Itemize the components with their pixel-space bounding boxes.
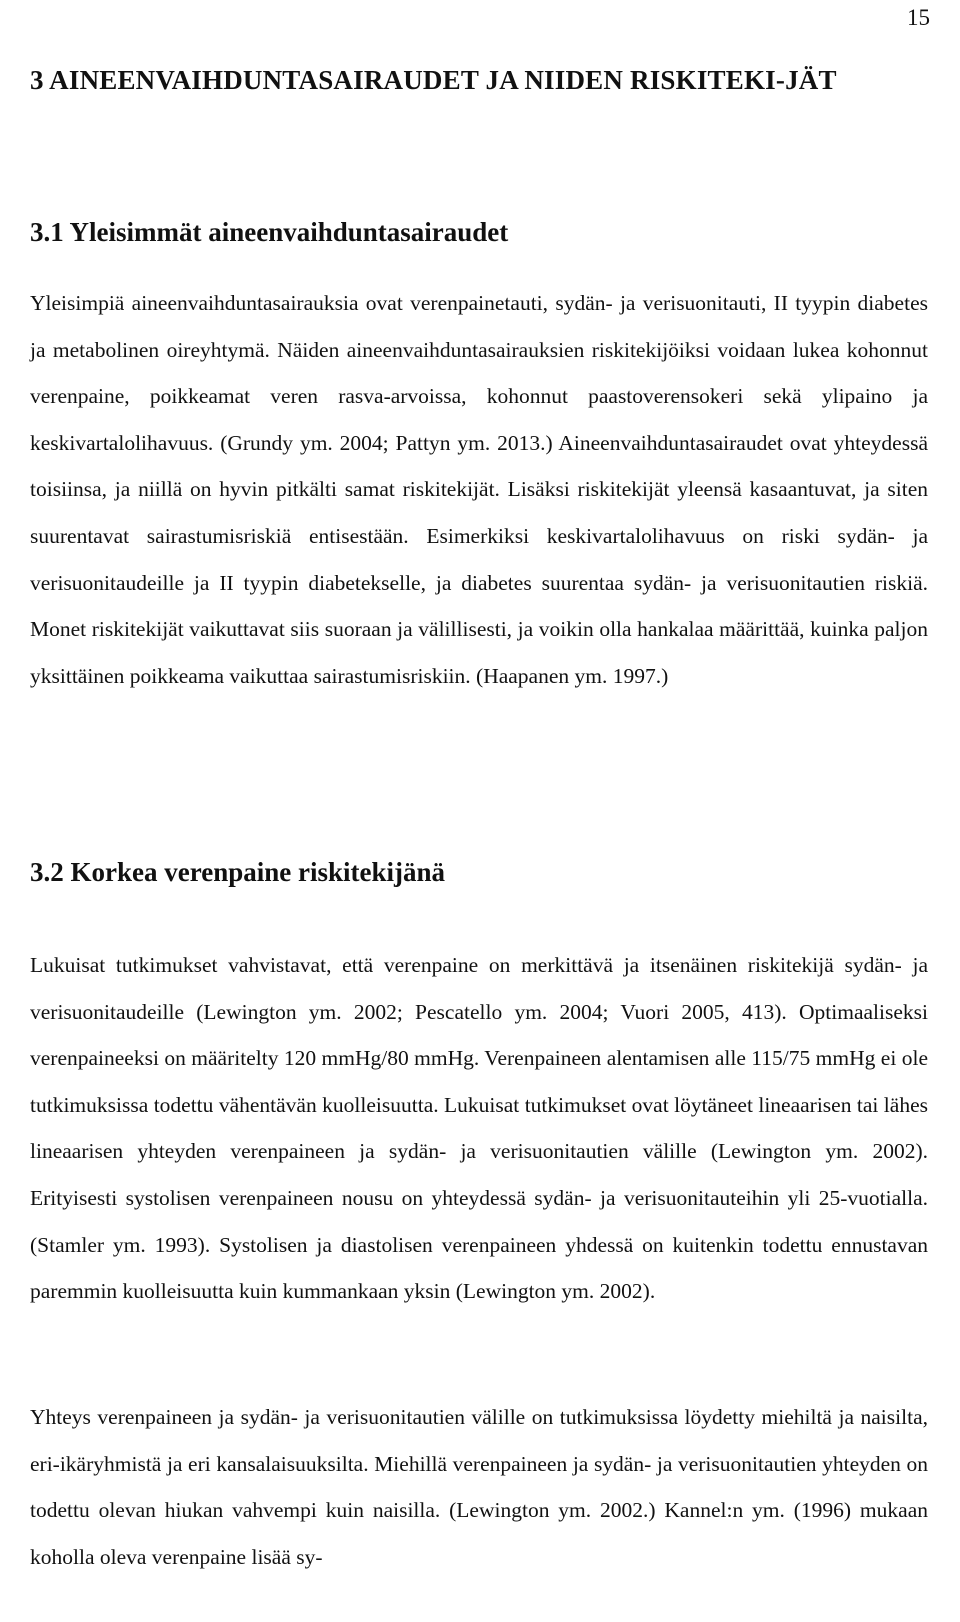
body-paragraph: Yhteys verenpaineen ja sydän- ja verisuonitautien välille on tutkimuksissa löydetty miehiltä ja naisilta, eri-ikäryhmistä ja eri kansalaisuuksilta. Miehillä verenpaineen ja sydän- ja verisuonitautien yhteyden on todettu olevan hiukan vahvempi kuin naisilla. (Lewington ym. 2002.) Kannel:n ym. (1996) mukaan koholla oleva verenpaine lisää sy- bbox=[30, 1405, 928, 1569]
chapter-title: 3 AINEENVAIHDUNTASAIRAUDET JA NIIDEN RISKITEKI-JÄT bbox=[30, 65, 837, 95]
page-number: 15 bbox=[907, 5, 930, 30]
body-paragraph: Lukuisat tutkimukset vahvistavat, että verenpaine on merkittävä ja itsenäinen riskitekijä sydän- ja verisuonitaudeille (Lewington ym. 2002; Pescatello ym. 2004; Vuori 2005, 413). Optimaaliseksi verenpaineeksi on määritelty 120 mmHg/80 mmHg. Verenpaineen alentamisen alle 115/75 mmHg ei ole tutkimuksissa todettu vähentävän kuolleisuutta. Lukuisat tutkimukset ovat löytäneet lineaarisen tai lähes lineaarisen yhteyden verenpaineen ja sydän- ja verisuonitautien välille (Lewington ym. 2002). Erityisesti systolisen verenpaineen nousu on yhteydessä sydän- ja verisuonitauteihin yli 25-vuotialla. (Stamler ym. 1993). Systolisen ja diastolisen verenpaineen yhdessä on kuitenkin todettu ennustavan paremmin kuolleisuutta kuin kummankaan yksin (Lewington ym. 2002). bbox=[30, 953, 928, 1304]
body-paragraph: Yleisimpiä aineenvaihduntasairauksia ovat verenpainetauti, sydän- ja verisuonitauti, II tyypin diabetes ja metabolinen oireyhtymä. Näiden aineenvaihduntasairauksien riskitekijöiksi voidaan lukea kohonnut verenpaine, poikkeamat veren rasva-arvoissa, kohonnut paastoverensokeri sekä ylipaino ja keskivartalolihavuus. (Grundy ym. 2004; Pattyn ym. 2013.) Aineenvaihduntasairaudet ovat yhteydessä toisiinsa, ja niillä on hyvin pitkälti samat riskitekijät. Lisäksi riskitekijät yleensä kasaantuvat, ja siten suurentavat sairastumisriskiä entisestään. Esimerkiksi keskivartalolihavuus on riski sydän- ja verisuonitaudeille ja II tyypin diabetekselle, ja diabetes suurentaa sydän- ja verisuonitautien riskiä. Monet riskitekijät vaikuttavat siis suoraan ja välillisesti, ja voikin olla hankalaa määrittää, kuinka paljon yksittäinen poikkeama vaikuttaa sairastumisriskiin. (Haapanen ym. 1997.) bbox=[30, 291, 928, 688]
section-heading-3-2: 3.2 Korkea verenpaine riskitekijänä bbox=[30, 857, 445, 887]
section-heading-3-1: 3.1 Yleisimmät aineenvaihduntasairaudet bbox=[30, 217, 509, 247]
